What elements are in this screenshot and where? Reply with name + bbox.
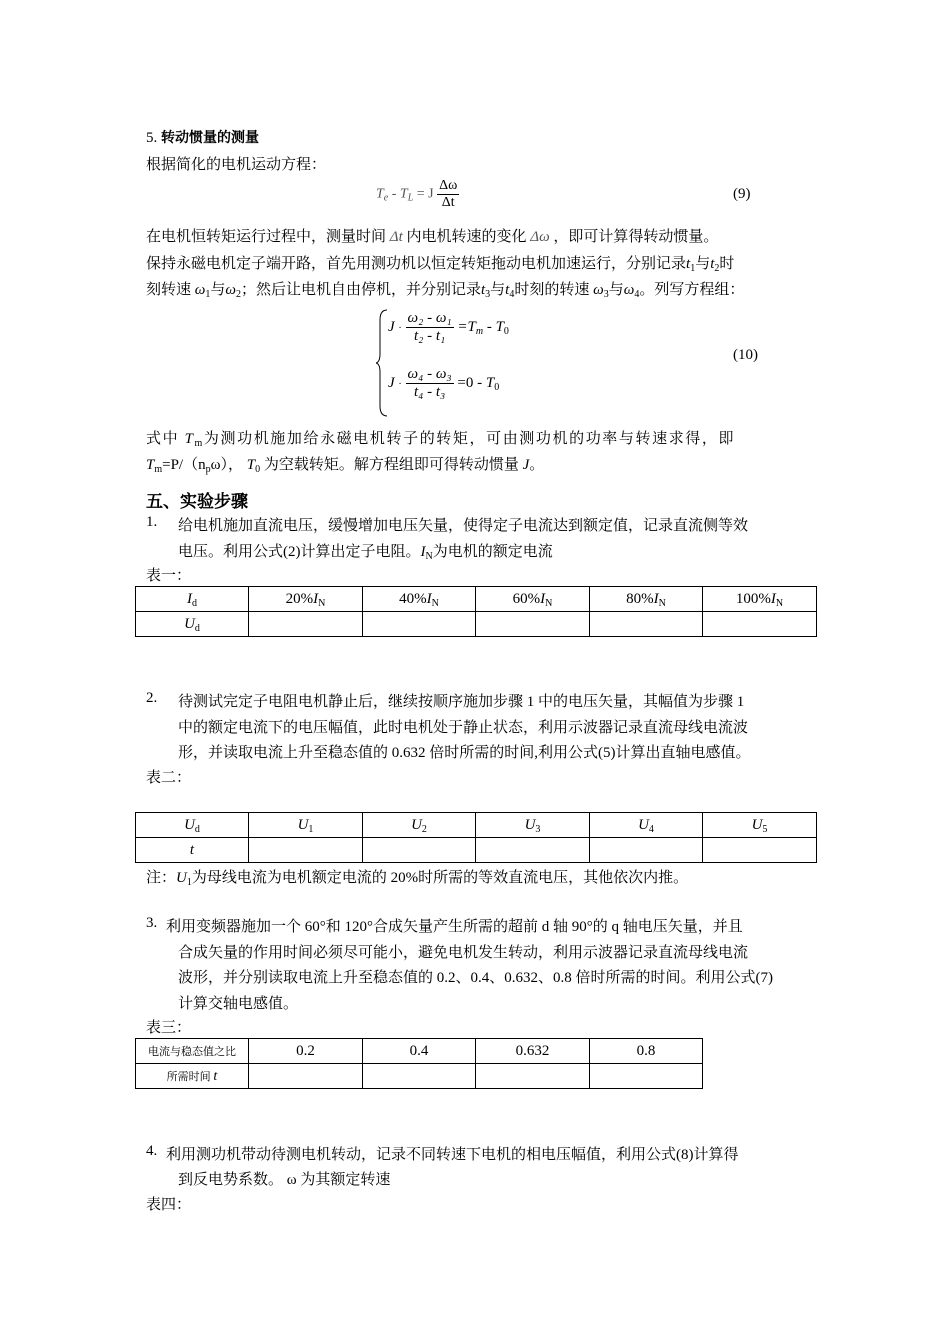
section-title: 转动惯量的测量 xyxy=(161,130,259,146)
paragraph-line: $T_m=P/(n_p\omega)$， $T_0$ 为空载转矩。解方程组即可得转动惯量 J。 xyxy=(146,457,545,475)
equation-9-fraction: $\frac{\Delta\omega}{\Delta t}$ xyxy=(439,178,458,210)
table-cell: $20\%I_N$ xyxy=(249,587,363,612)
table-2-label: 表二： xyxy=(146,770,192,786)
table-row xyxy=(136,838,817,863)
section-number: 5. xyxy=(146,130,158,146)
step-2-line: 形，并读取电流上升至稳态值的 0.632 倍时所需的时间,利用公式(5)计算出直轴电感值。 xyxy=(178,745,751,761)
table-cell: $U_3$ xyxy=(476,813,590,838)
table-cell[interactable] xyxy=(476,1064,590,1089)
table-cell: $U_2$ xyxy=(363,813,476,838)
table-3 xyxy=(135,1038,703,1089)
table-cell[interactable] xyxy=(249,612,363,637)
step-4-line: 到反电势系数。 ω 为其额定转速 xyxy=(178,1172,391,1188)
table-cell: 0.8 xyxy=(590,1039,703,1064)
table-cell[interactable] xyxy=(363,1064,476,1089)
table-1-label: 表一： xyxy=(146,568,192,584)
equation-9: $T_e - T_L = J$ $\frac{\Delta\omega}{\Delta t}$ xyxy=(376,178,458,210)
paragraph-line: 刻转速 $\omega_1$与$\omega_2$；然后让电机自由停机，并分别记录$t_3$与$t_4$时刻的转速 $\omega_3$与$\omega_4$。列写方程组： xyxy=(146,282,745,300)
table-cell[interactable] xyxy=(249,838,363,863)
paragraph-line: 保持永磁电机定子端开路，首先用测功机以恒定转矩拖动电机加速运行，分别记录$t_1$与$t_2$时 xyxy=(146,256,735,274)
table-2-note: 注：$U_1$为母线电流为电机额定电流的 20%时所需的等效直流电压，其他依次内推。 xyxy=(146,870,689,888)
table-cell[interactable] xyxy=(590,612,703,637)
table-cell[interactable] xyxy=(476,838,590,863)
step-2-line: 待测试完定子电阻电机静止后，继续按顺序施加步骤 1 中的电压矢量，其幅值为步骤 1 xyxy=(178,694,745,710)
step-2-number: 2. xyxy=(146,690,158,706)
table-cell: $100\%I_N$ xyxy=(703,587,817,612)
equation-9-label: (9) xyxy=(733,186,751,202)
table-cell: $U_4$ xyxy=(590,813,703,838)
table-2 xyxy=(135,812,817,863)
step-2-line: 中的额定电流下的电压幅值，此时电机处于静止状态，利用示波器记录直流母线电流波 xyxy=(178,720,749,736)
table-cell[interactable] xyxy=(476,612,590,637)
table-row xyxy=(136,612,817,637)
step-3-line: 利用变频器施加一个 60°和 120°合成矢量产生所需的超前 d 轴 90°的 q 轴电压矢量，并且 xyxy=(166,919,743,935)
table-1 xyxy=(135,586,817,637)
step-3-line: 波形，并分别读取电流上升至稳态值的 0.2、0.4、0.632、0.8 倍时所需的时间。利用公式(7) xyxy=(178,970,773,986)
step-3-line: 计算交轴电感值。 xyxy=(178,996,299,1012)
table-cell[interactable] xyxy=(703,838,817,863)
table-cell[interactable] xyxy=(249,1064,363,1089)
step-3-line: 合成矢量的作用时间必须尽可能小，避免电机发生转动，利用示波器记录直流母线电流 xyxy=(178,945,749,961)
table-cell: 0.2 xyxy=(249,1039,363,1064)
step-3-number: 3. xyxy=(146,915,158,931)
table-cell: $U_d$ xyxy=(136,612,249,637)
table-cell: $80\%I_N$ xyxy=(590,587,703,612)
step-1-number: 1. xyxy=(146,514,158,530)
equation-10-label: (10) xyxy=(733,347,758,363)
step-4-number: 4. xyxy=(146,1143,158,1159)
table-3-label: 表三： xyxy=(146,1020,192,1036)
table-row xyxy=(136,587,817,612)
equation-10-row-2: J · $\frac{\text{ω₄ - ω₃}}{\text{t₄ - t₃}}$ $=0 - T_0$ xyxy=(388,366,500,400)
step-1-line: 电压。利用公式(2)计算出定子电阻。$I_N$为电机的额定电流 xyxy=(178,544,553,562)
equation-10-row-1: J · $\frac{\text{ω₂ - ω₁}}{\text{t₂ - t₁}}$ $=T_m - T_0$ xyxy=(388,310,509,344)
paragraph-line: 式中 $T_m$为测功机施加给永磁电机转子的转矩，可由测功机的功率与转速求得，即 xyxy=(146,431,736,449)
section-5-heading xyxy=(146,127,259,147)
table-4-label: 表四： xyxy=(146,1197,192,1213)
table-cell: $I_d$ xyxy=(136,587,249,612)
table-cell: t xyxy=(136,838,249,863)
step-4-line: 利用测功机带动待测电机转动，记录不同转速下电机的相电压幅值，利用公式(8)计算得 xyxy=(166,1147,739,1163)
table-cell[interactable] xyxy=(703,612,817,637)
table-cell: 所需时间 t xyxy=(136,1064,249,1089)
table-row xyxy=(136,1064,703,1089)
table-cell[interactable] xyxy=(590,838,703,863)
table-cell: 电流与稳态值之比 xyxy=(136,1039,249,1064)
table-cell: 0.4 xyxy=(363,1039,476,1064)
intro-line: 根据简化的电机运动方程： xyxy=(146,157,327,173)
table-cell[interactable] xyxy=(363,838,476,863)
section-heading: 五、实验步骤 xyxy=(146,492,248,512)
table-cell: $U_1$ xyxy=(249,813,363,838)
table-cell: $U_d$ xyxy=(136,813,249,838)
table-cell[interactable] xyxy=(363,612,476,637)
step-1-line: 给电机施加直流电压，缓慢增加电压矢量，使得定子电流达到额定值，记录直流侧等效 xyxy=(178,518,749,534)
table-row xyxy=(136,813,817,838)
table-cell: $40\%I_N$ xyxy=(363,587,476,612)
table-cell: $60\%I_N$ xyxy=(476,587,590,612)
table-cell: 0.632 xyxy=(476,1039,590,1064)
table-cell: $U_5$ xyxy=(703,813,817,838)
table-cell[interactable] xyxy=(590,1064,703,1089)
table-row xyxy=(136,1039,703,1064)
paragraph-line: 在电机恒转矩运行过程中，测量时间 Δt 内电机转速的变化 Δω ，即可计算得转动惯量。 xyxy=(146,229,719,245)
